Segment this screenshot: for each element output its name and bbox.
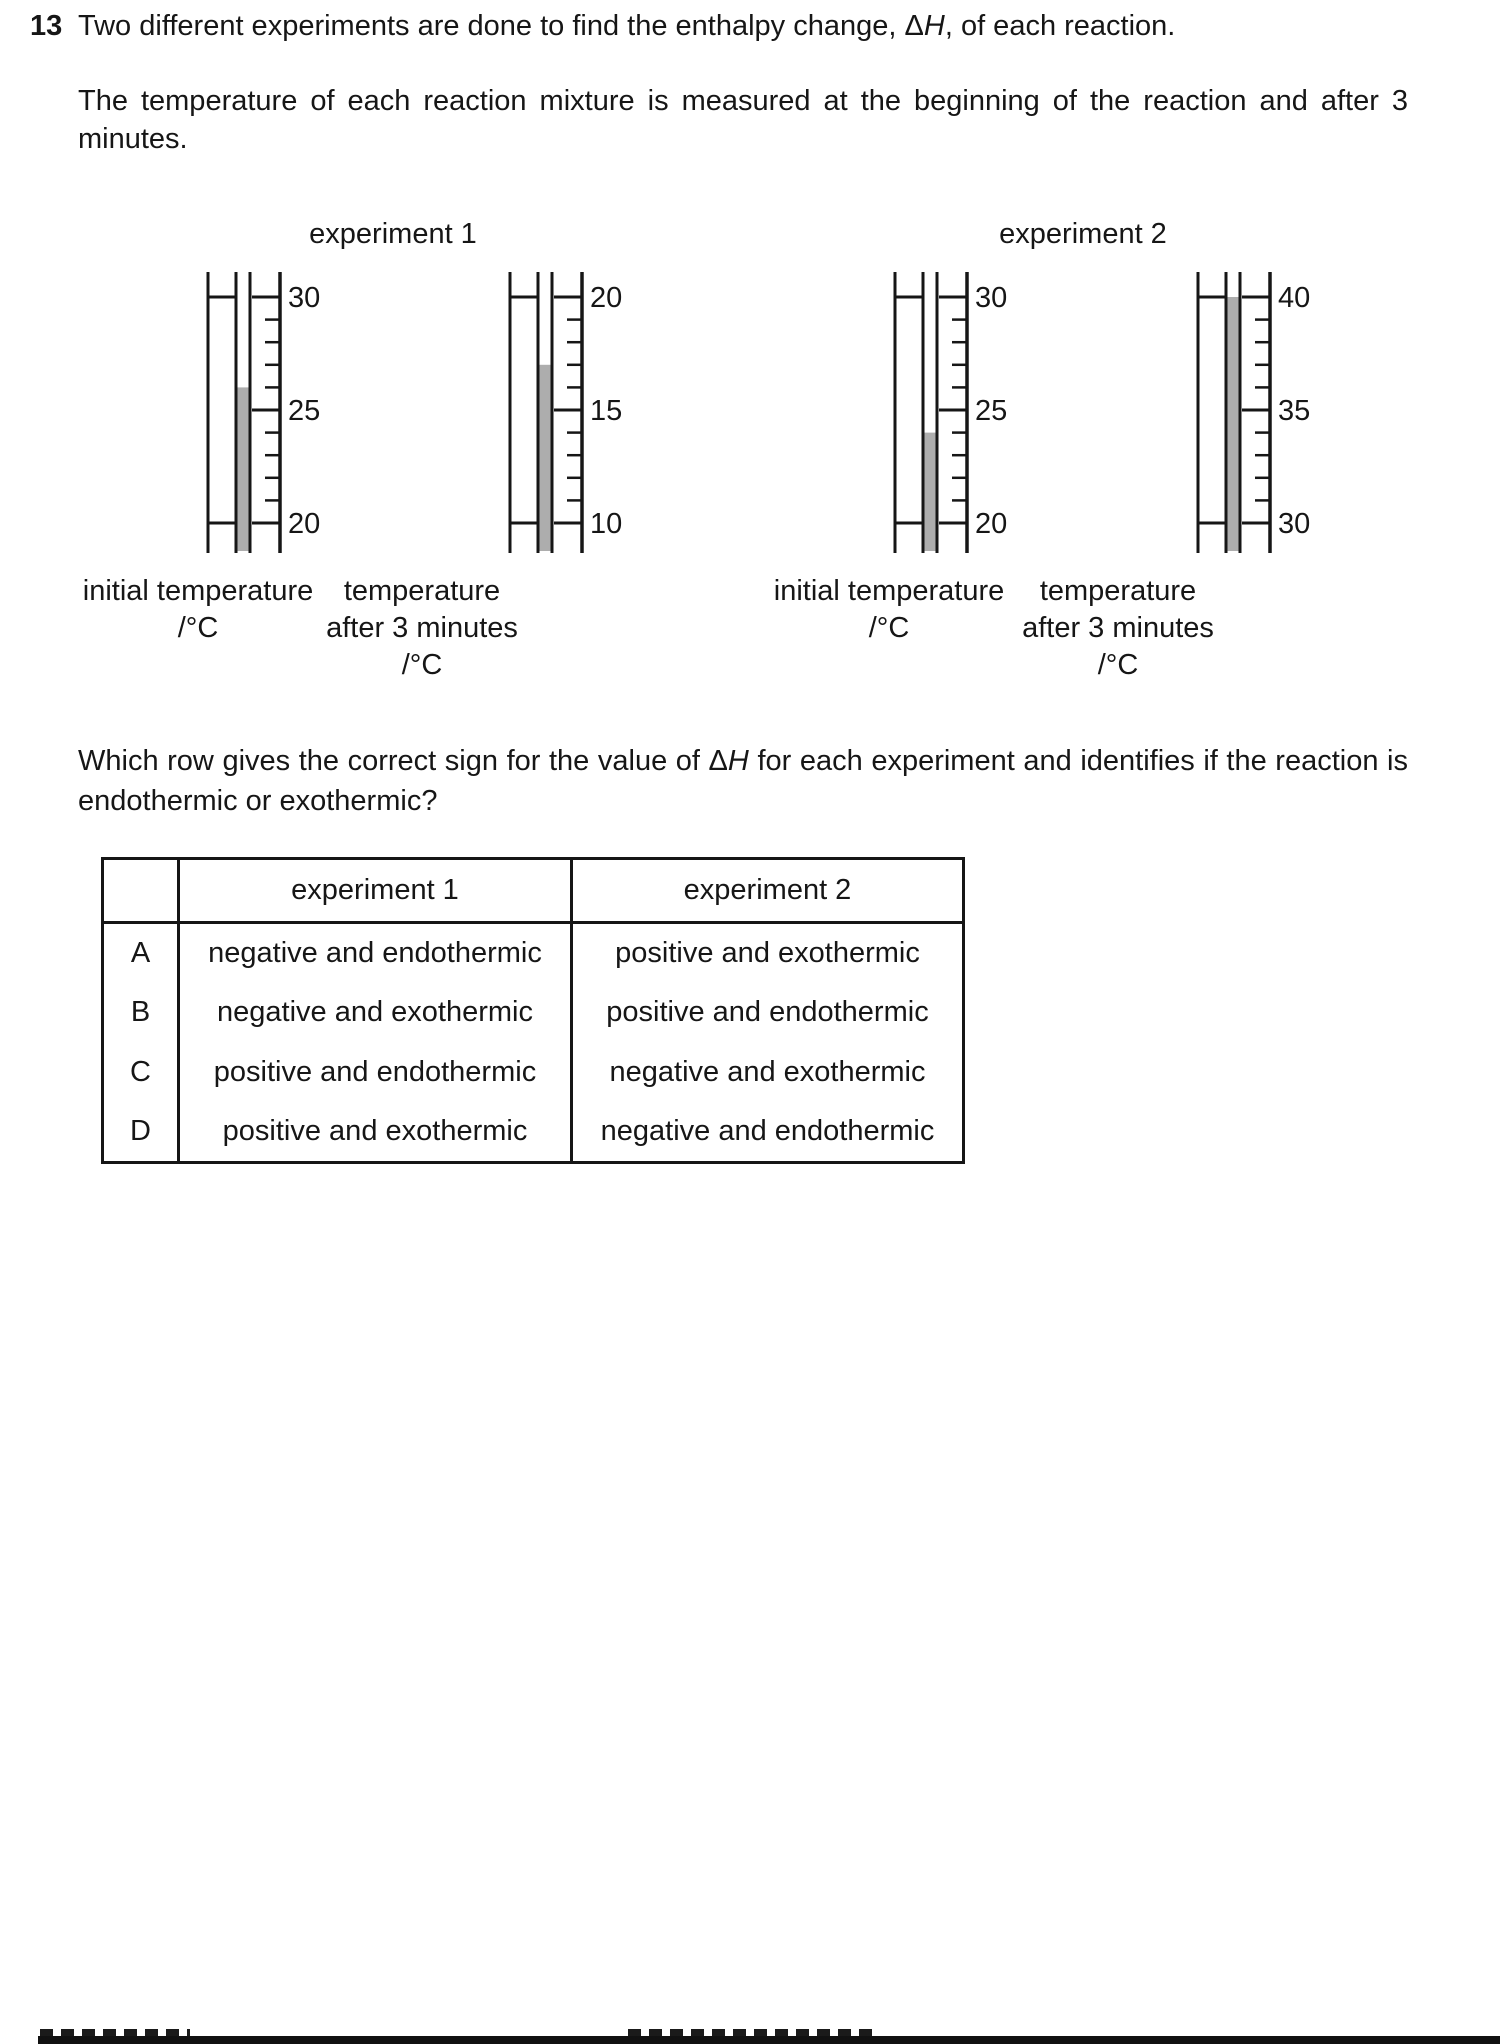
scale-label: 15 — [590, 395, 623, 427]
question-number: 13 — [30, 10, 63, 42]
question-body: The temperature of each reaction mixture is measured at the beginning of the reaction and after 3 minutes. — [78, 85, 1408, 155]
answer-table-corner-cell — [103, 859, 179, 923]
option-c-exp1: positive and endothermic — [179, 1043, 572, 1103]
thermometer-caption-line: initial temperature — [773, 575, 1005, 607]
answer-table-header-exp1: experiment 1 — [179, 859, 572, 923]
option-d-exp2: negative and endothermic — [572, 1103, 964, 1163]
scale-label: 25 — [975, 395, 1008, 427]
thermometer-caption-line: initial temperature — [82, 575, 314, 607]
option-a-exp2: positive and exothermic — [572, 923, 964, 983]
intro-text-a: Two different experiments are done to find the enthalpy change, Δ — [78, 10, 924, 42]
option-letter-a: A — [130, 936, 151, 969]
option-a-exp1: negative and endothermic — [179, 923, 572, 983]
footer-cutoff-text-center — [628, 2029, 880, 2036]
option-b-exp2: positive and endothermic — [572, 983, 964, 1043]
question-intro — [78, 7, 1408, 45]
answer-table-header-row — [103, 859, 964, 923]
thermometer-caption-line: /°C — [177, 612, 219, 644]
footer-cutoff-text-left — [40, 2029, 190, 2036]
thermometer-2 — [326, 272, 622, 681]
thermometer-4 — [1022, 272, 1310, 681]
page-bottom-cutoff-band — [38, 2036, 1500, 2044]
experiment-2-title: experiment 2 — [999, 218, 1167, 250]
question-prompt — [78, 741, 1408, 821]
mercury-column — [1228, 297, 1239, 551]
thermometer-caption-line: after 3 minutes — [326, 612, 518, 644]
thermometer-caption-line: temperature — [1039, 575, 1197, 607]
option-d-exp1: positive and exothermic — [179, 1103, 572, 1163]
thermometer-caption-line: temperature — [343, 575, 501, 607]
table-row-d — [103, 1103, 964, 1163]
intro-text-b: , of each reaction. — [944, 10, 1176, 42]
option-letter-b: B — [130, 996, 151, 1028]
scale-label: 25 — [288, 395, 321, 427]
answer-table-header-exp2: experiment 2 — [572, 859, 964, 923]
scale-label: 20 — [975, 508, 1008, 540]
thermometer-caption-line: after 3 minutes — [1022, 612, 1214, 644]
experiment-1-title: experiment 1 — [309, 218, 477, 250]
scale-label: 35 — [1278, 395, 1311, 427]
option-c-exp2: negative and exothermic — [572, 1043, 964, 1103]
delta-h-symbol-2: H — [727, 745, 749, 777]
delta-h-symbol: H — [923, 10, 945, 42]
scale-label: 30 — [288, 282, 321, 314]
table-row-a — [103, 923, 964, 983]
prompt-text-b: for each experiment and identifies if the reaction is endothermic or exothermic? — [78, 745, 1408, 817]
table-row-c — [103, 1043, 964, 1103]
thermometer-caption-line: /°C — [868, 612, 910, 644]
option-letter-d: D — [130, 1115, 151, 1148]
thermometer-caption-line: /°C — [1097, 649, 1139, 681]
thermometer-1 — [83, 272, 321, 644]
scale-label: 20 — [288, 508, 321, 540]
scale-label: 10 — [590, 508, 623, 540]
thermometer-3 — [774, 272, 1008, 644]
mercury-column — [238, 387, 249, 551]
option-b-exp1: negative and exothermic — [179, 983, 572, 1043]
thermometer-caption-line: /°C — [401, 649, 443, 681]
scale-label: 20 — [590, 282, 623, 314]
mercury-column — [925, 433, 936, 551]
scale-label: 40 — [1278, 282, 1311, 314]
answer-table — [101, 857, 965, 1164]
scale-label: 30 — [975, 282, 1008, 314]
scale-label: 30 — [1278, 508, 1311, 540]
mercury-column — [540, 365, 551, 551]
table-row-b — [103, 983, 964, 1043]
option-letter-c: C — [130, 1056, 151, 1088]
prompt-text-a: Which row gives the correct sign for the value of Δ — [78, 745, 728, 777]
